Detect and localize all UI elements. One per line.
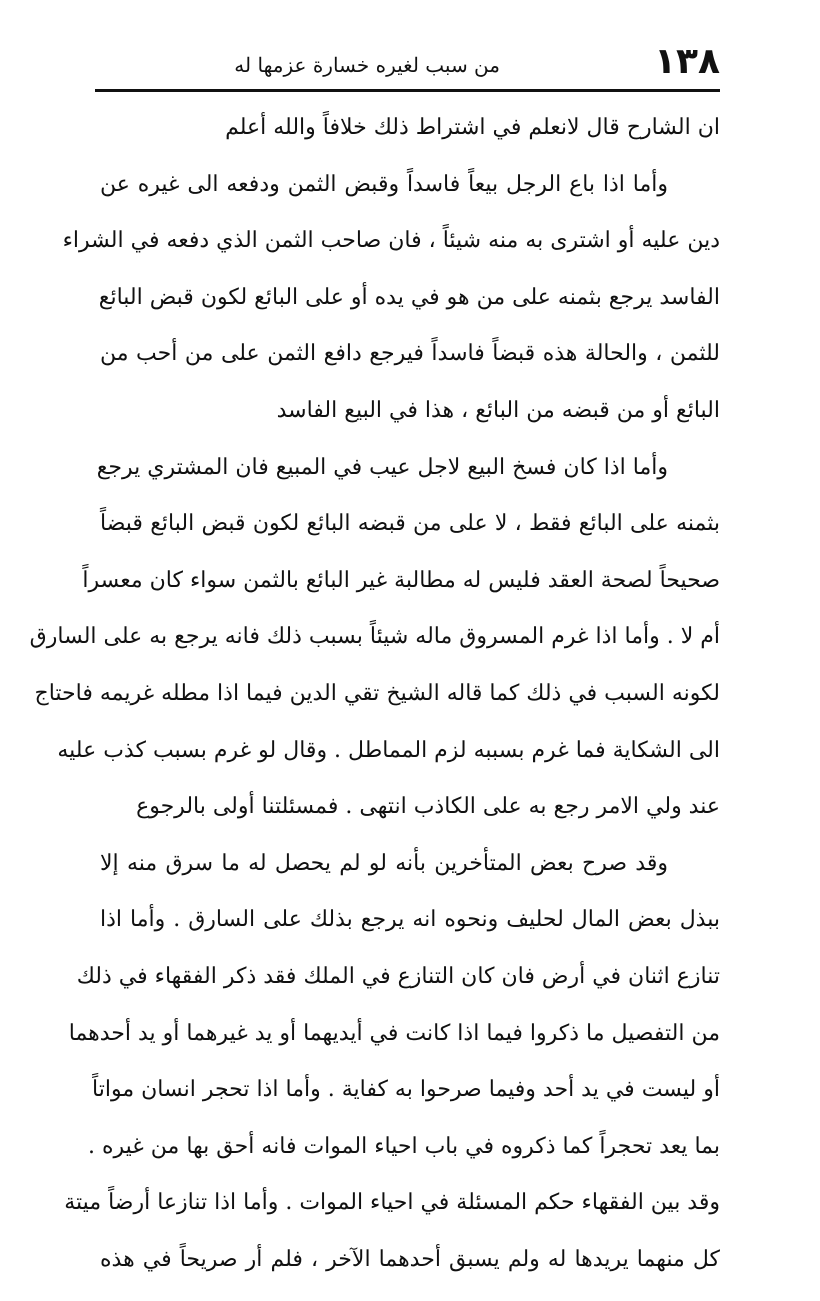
- text-line: ببذل بعض المال لحليف ونحوه انه يرجع بذلك على السارق . وأما اذا: [100, 907, 720, 933]
- text-line: البائع أو من قبضه من البائع ، هذا في البيع الفاسد: [276, 397, 720, 423]
- text-line: وأما اذا باع الرجل بيعاً فاسداً وقبض الثمن ودفعه الى غيره عن: [100, 171, 668, 197]
- running-title: من سبب لغيره خسارة عزمها له: [234, 53, 500, 77]
- text-line: صحيحاً لصحة العقد فليس له مطالبة غير البائع بالثمن سواء كان معسراً: [82, 567, 720, 593]
- text-line: للثمن ، والحالة هذه قبضاً فاسداً فيرجع دافع الثمن على من أحب من: [100, 341, 720, 367]
- text-line: عند ولي الامر رجع به على الكاذب انتهى . فمسئلتنا أولى بالرجوع: [136, 794, 720, 820]
- page-header: [95, 41, 720, 88]
- text-line: ان الشارح قال لانعلم في اشتراط ذلك خلافاً والله أعلم: [225, 115, 720, 140]
- text-line: الى الشكاية فما غرم بسببه لزم المماطل . وقال لو غرم بسبب كذب عليه: [57, 737, 720, 763]
- text-line: من التفصيل ما ذكروا فيما اذا كانت في أيديهما أو يد غيرهما أو يد أحدهما: [68, 1020, 720, 1046]
- text-line: بثمنه على البائع فقط ، لا على من قبضه البائع لكون قبض البائع قبضاً: [100, 511, 720, 537]
- text-line: تنازع اثنان في أرض فان كان التنازع في الملك فقد ذكر الفقهاء في ذلك: [76, 963, 720, 989]
- text-line: وقد بين الفقهاء حكم المسئلة في احياء الموات . وأما اذا تنازعا أرضاً ميتة: [64, 1190, 720, 1216]
- text-line: أو ليست في يد أحد وفيما صرحوا به كفاية . وأما اذا تحجر انسان مواتاً: [92, 1077, 720, 1103]
- header-rule: [95, 89, 720, 92]
- body-text: [29, 100, 720, 1288]
- text-line: الفاسد يرجع بثمنه على من هو في يده أو على البائع لكون قبض البائع: [98, 284, 720, 310]
- page-number: ١٣٨: [654, 41, 720, 82]
- text-line: وأما اذا كان فسخ البيع لاجل عيب في المبيع فان المشتري يرجع: [96, 454, 668, 480]
- text-line: أم لا . وأما اذا غرم المسروق ماله شيئاً بسبب ذلك فانه يرجع به على السارق: [29, 624, 720, 650]
- text-line: لكونه السبب في ذلك كما قاله الشيخ تقي الدين فيما اذا مطله غريمه فاحتاج: [34, 680, 720, 706]
- text-line: كل منهما يريدها له ولم يسبق أحدهما الآخر ، فلم أر صريحاً في هذه: [100, 1246, 720, 1272]
- text-line: وقد صرح بعض المتأخرين بأنه لو لم يحصل له ما سرق منه إلا: [100, 850, 668, 876]
- text-line: دين عليه أو اشترى به منه شيئاً ، فان صاحب الثمن الذي دفعه في الشراء: [62, 228, 720, 254]
- text-line: بما يعد تحجراً كما ذكروه في باب احياء الموات فانه أحق بها من غيره .: [88, 1133, 720, 1159]
